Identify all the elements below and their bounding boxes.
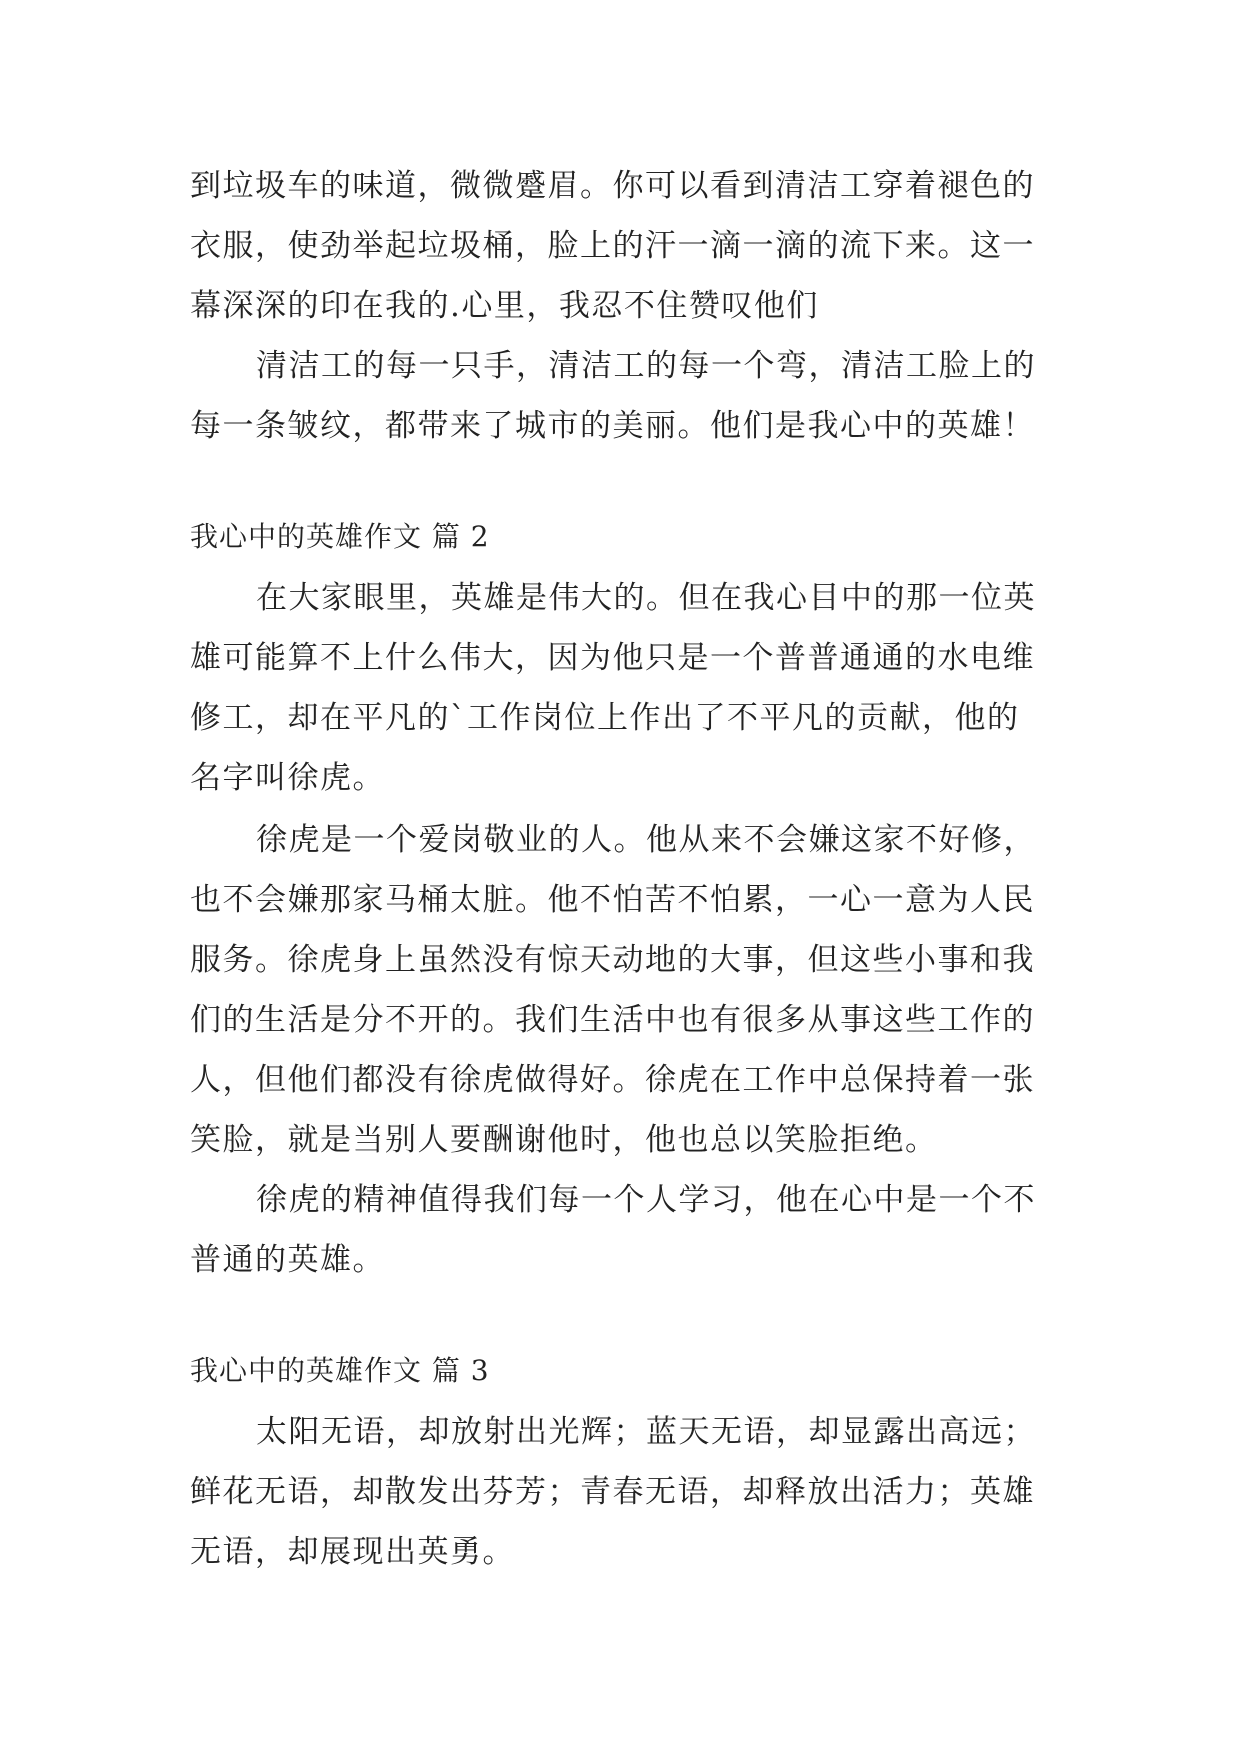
s1-p1-line-3: 幕深深的印在我的.心里，我忍不住赞叹他们: [190, 288, 819, 324]
s3-p1-line-1: 太阳无语，却放射出光辉；蓝天无语，却显露出高远；: [256, 1414, 1036, 1450]
s1-p1-line-1: 到垃圾车的味道，微微蹙眉。你可以看到清洁工穿着褪色的: [190, 168, 1035, 204]
s3-p1-line-3: 无语，却展现出英勇。: [190, 1534, 515, 1570]
s2-p3-line-1: 徐虎的精神值得我们每一个人学习，他在心中是一个不: [256, 1182, 1036, 1218]
s2-p2-line-5: 人，但他们都没有徐虎做得好。徐虎在工作中总保持着一张: [190, 1062, 1035, 1098]
section-3-heading: 我心中的英雄作文 篇 3: [190, 1354, 490, 1387]
s2-p1-line-2: 雄可能算不上什么伟大，因为他只是一个普普通通的水电维: [190, 640, 1035, 676]
s2-p1-line-3: 修工，却在平凡的`工作岗位上作出了不平凡的贡献，他的: [190, 700, 1020, 736]
s2-p2-line-6: 笑脸，就是当别人要酬谢他时，他也总以笑脸拒绝。: [190, 1122, 938, 1158]
s2-p1-line-1: 在大家眼里，英雄是伟大的。但在我心目中的那一位英: [256, 580, 1036, 616]
s1-p2-line-2: 每一条皱纹，都带来了城市的美丽。他们是我心中的英雄！: [190, 408, 1035, 444]
s3-p1-line-2: 鲜花无语，却散发出芬芳；青春无语，却释放出活力；英雄: [190, 1474, 1035, 1510]
s2-p2-line-2: 也不会嫌那家马桶太脏。他不怕苦不怕累，一心一意为人民: [190, 882, 1035, 918]
s2-p2-line-1: 徐虎是一个爱岗敬业的人。他从来不会嫌这家不好修，: [256, 822, 1036, 858]
s2-p3-line-2: 普通的英雄。: [190, 1242, 385, 1278]
s1-p2-line-1: 清洁工的每一只手，清洁工的每一个弯，清洁工脸上的: [256, 348, 1036, 384]
s2-p1-line-4: 名字叫徐虎。: [190, 760, 385, 796]
s1-p1-line-2: 衣服，使劲举起垃圾桶，脸上的汗一滴一滴的流下来。这一: [190, 228, 1035, 264]
s2-p2-line-4: 们的生活是分不开的。我们生活中也有很多从事这些工作的: [190, 1002, 1035, 1038]
section-2-heading: 我心中的英雄作文 篇 2: [190, 520, 490, 553]
s2-p2-line-3: 服务。徐虎身上虽然没有惊天动地的大事，但这些小事和我: [190, 942, 1035, 978]
